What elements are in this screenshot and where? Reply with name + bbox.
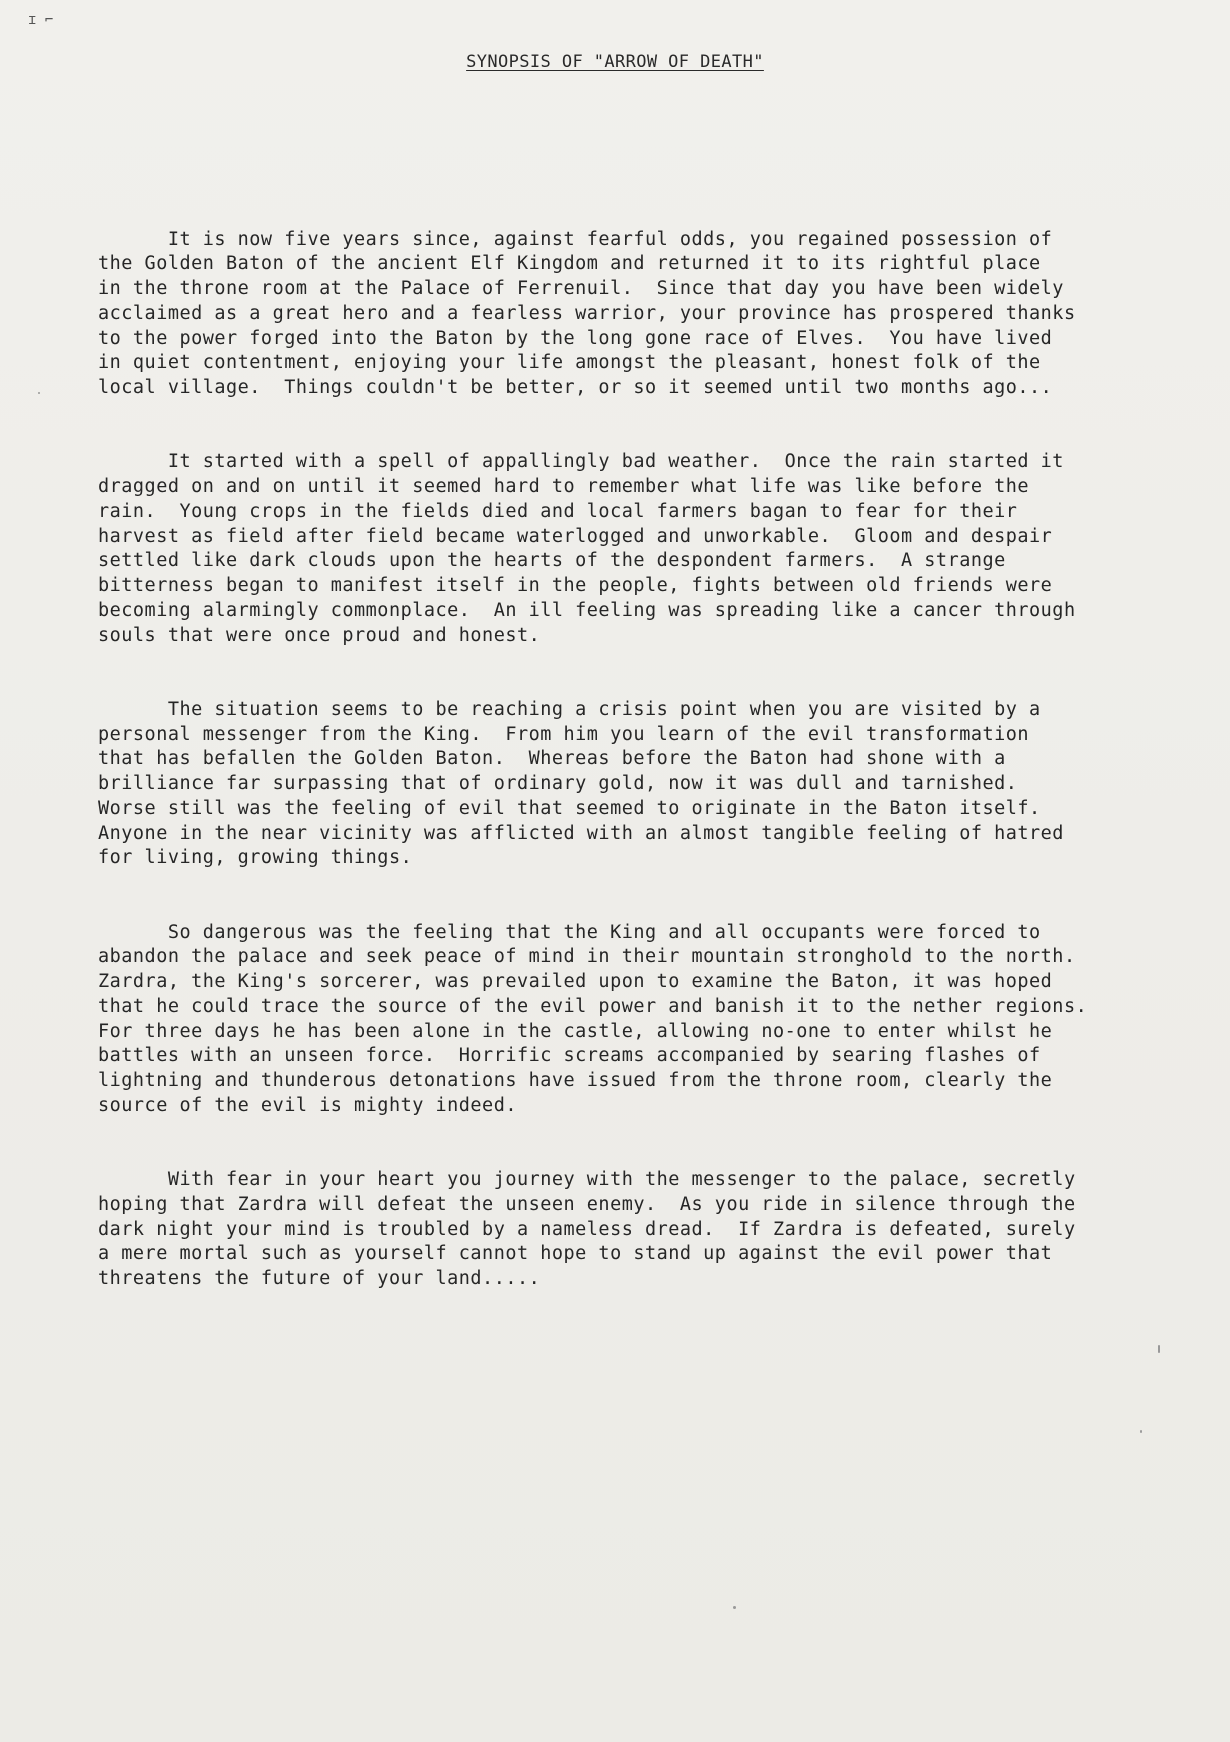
paper-speck	[38, 392, 40, 394]
paragraph-3: The situation seems to be reaching a crisis point when you are visited by a personal messenger from the King. From him you learn of the evil transformation that has befallen the Golden Baton. Whereas before the Baton had shone with a brilliance far surpassing that of ordinary gold, now it was dull and tarnished. Worse still was the feeling of evil that seemed to originate in the Baton itself. Anyone in the near vicinity was afflicted with an almost tangible feeling of hatred for living, growing things.	[98, 698, 1064, 869]
synopsis-body	[98, 178, 1178, 1341]
paper-speck	[733, 1606, 736, 1609]
document-title	[0, 52, 1230, 72]
paragraph-1: It is now five years since, against fearful odds, you regained possession of the Golden Baton of the ancient Elf Kingdom and returned it to its rightful place in the throne room at the Palace of Ferrenuil. Since that day you have been widely acclaimed as a great hero and a fearless warrior, your province has prospered thanks to the power forged into the Baton by the long gone race of Elves. You have lived in quiet contentment, enjoying your life amongst the pleasant, honest folk of the local village. Things couldn't be better, or so it seemed until two months ago...	[98, 228, 1076, 398]
paper-speck	[1158, 1345, 1160, 1353]
paragraph-5: With fear in your heart you journey with the messenger to the palace, secretly hoping that Zardra will defeat the unseen enemy. As you ride in silence through the dark night your mind is troubled by a nameless dread. If Zardra is defeated, surely a mere mortal such as yourself cannot hope to stand up against the evil power that threatens the future of your land.....	[98, 1169, 1076, 1289]
document-title-text: SYNOPSIS OF "ARROW OF DEATH"	[466, 52, 764, 72]
paper-speck	[1140, 1430, 1142, 1433]
paragraph-4: So dangerous was the feeling that the King and all occupants were forced to abandon the palace and seek peace of mind in their mountain stronghold to the north. Zardra, the King's sorcerer, was prevailed upon to examine the Baton, it was hoped that he could trace the source of the evil power and banish it to the nether regions. For three days he has been alone in the castle, allowing no-one to enter whilst he battles with an unseen force. Horrific screams accompanied by searing flashes of lightning and thunderous detonations have issued from the throne room, clearly the source of the evil is mighty indeed.	[98, 921, 1088, 1116]
paragraph-2: It started with a spell of appallingly bad weather. Once the rain started it dragged on and on until it seemed hard to remember what life was like before the rain. Young crops in the fields died and local farmers bagan to fear for their harvest as field after field became waterlogged and unworkable. Gloom and despair settled like dark clouds upon the hearts of the despondent farmers. A strange bitterness began to manifest itself in the people, fights between old friends were becoming alarmingly commonplace. An ill feeling was spreading like a cancer through souls that were once proud and honest.	[98, 451, 1076, 646]
corner-pencil-mark: ɪ ⌐	[28, 12, 54, 28]
